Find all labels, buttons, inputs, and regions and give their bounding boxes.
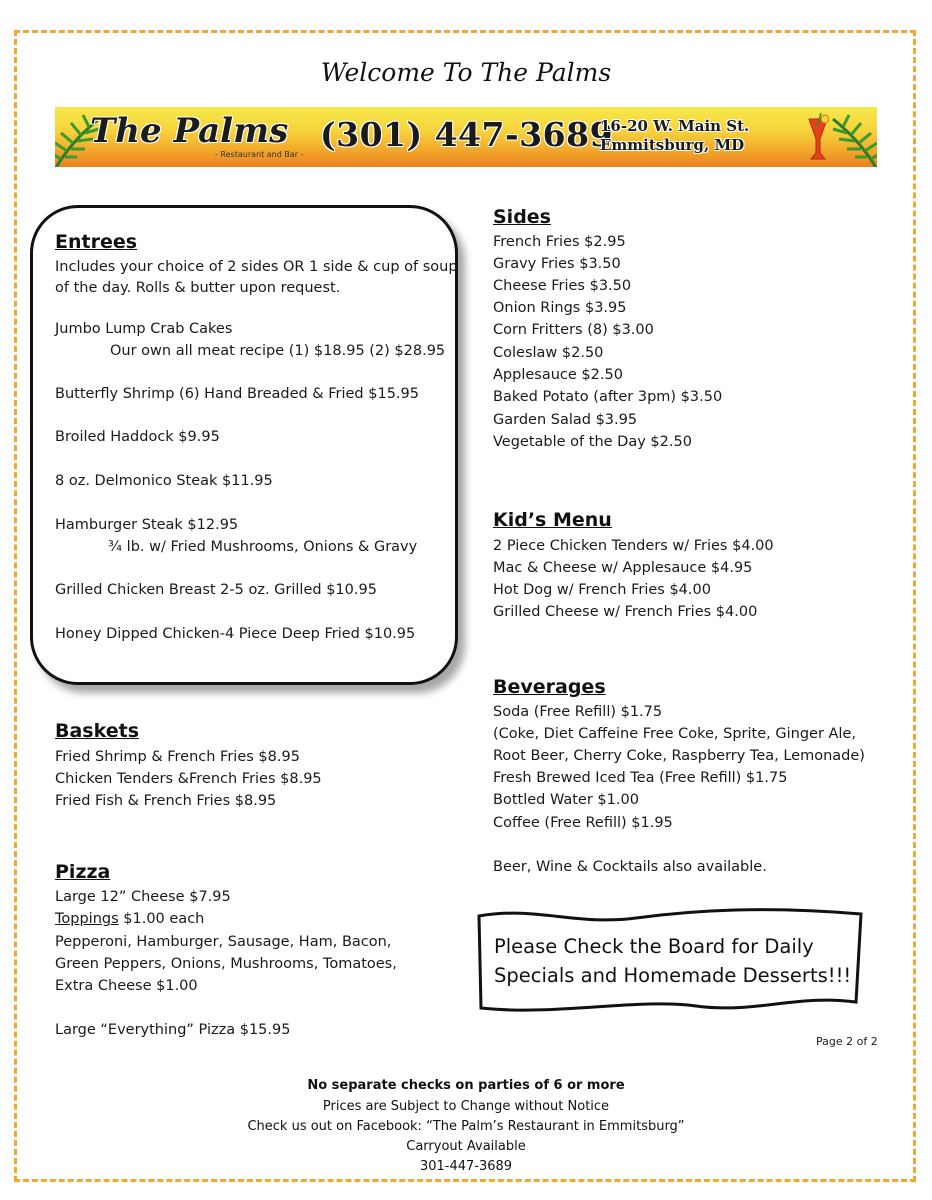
- pizza-toppings-line: [55, 911, 204, 927]
- banner-tagline: - Restaurant and Bar -: [215, 150, 304, 159]
- side-item: Garden Salad $3.95: [493, 412, 638, 428]
- footer-phone: 301-447-3689: [419, 1159, 513, 1174]
- entrees-intro-line: of the day. Rolls & butter upon request.: [55, 280, 341, 296]
- beverage-item: Root Beer, Cherry Coke, Raspberry Tea, Lemonade): [493, 748, 865, 764]
- beverages-note: Beer, Wine & Cocktails also available.: [493, 859, 767, 875]
- side-item: Coleslaw $2.50: [493, 345, 604, 361]
- footer-line: Carryout Available: [406, 1139, 526, 1154]
- entree-item: Jumbo Lump Crab Cakes: [55, 321, 233, 337]
- specials-banner: [476, 906, 864, 1018]
- kids-menu-title: Kid’s Menu: [493, 509, 612, 531]
- pizza-item: Pepperoni, Hamburger, Sausage, Ham, Bacon,: [55, 934, 392, 950]
- banner-address-street: 16-20 W. Main St.: [600, 117, 750, 135]
- side-item: Gravy Fries $3.50: [493, 256, 621, 272]
- toppings-price: $1.00 each: [118, 911, 205, 927]
- beverage-item: Coffee (Free Refill) $1.95: [493, 815, 673, 831]
- beverages-title: Beverages: [493, 676, 606, 698]
- pizza-item: Large 12” Cheese $7.95: [55, 889, 231, 905]
- side-item: Applesauce $2.50: [493, 367, 623, 383]
- page-number: Page 2 of 2: [816, 1035, 878, 1048]
- footer-line: Prices are Subject to Change without Notice: [322, 1099, 610, 1114]
- restaurant-banner: [55, 107, 877, 167]
- banner-address: [600, 117, 749, 155]
- entree-item: Butterfly Shrimp (6) Hand Breaded & Fried $15.95: [55, 386, 419, 402]
- cocktail-icon: [807, 113, 829, 161]
- beverage-item: Bottled Water $1.00: [493, 792, 639, 808]
- basket-item: Fried Shrimp & French Fries $8.95: [55, 749, 300, 765]
- entrees-intro-line: Includes your choice of 2 sides OR 1 side & cup of soup: [55, 259, 458, 275]
- banner-address-city: Emmitsburg, MD: [600, 136, 745, 154]
- welcome-heading: Welcome To The Palms: [320, 58, 612, 87]
- side-item: Baked Potato (after 3pm) $3.50: [493, 389, 723, 405]
- entree-item: Hamburger Steak $12.95: [55, 517, 239, 533]
- banner-phone: (301) 447-3689: [320, 115, 614, 154]
- side-item: Corn Fritters (8) $3.00: [493, 322, 654, 338]
- entree-item-detail: ¾ lb. w/ Fried Mushrooms, Onions & Gravy: [108, 539, 418, 555]
- entrees-title: Entrees: [55, 231, 138, 253]
- basket-item: Chicken Tenders &French Fries $8.95: [55, 771, 322, 787]
- sides-title: Sides: [493, 206, 551, 228]
- side-item: Cheese Fries $3.50: [493, 278, 632, 294]
- entree-item: 8 oz. Delmonico Steak $11.95: [55, 473, 273, 489]
- toppings-label: Toppings: [55, 911, 119, 927]
- entrees-box: [30, 205, 458, 685]
- pizza-item: Extra Cheese $1.00: [55, 978, 198, 994]
- specials-line: Please Check the Board for Daily: [494, 935, 814, 958]
- side-item: French Fries $2.95: [493, 234, 626, 250]
- entree-item: Grilled Chicken Breast 2-5 oz. Grilled $10.95: [55, 582, 377, 598]
- entree-item: Broiled Haddock $9.95: [55, 429, 220, 445]
- banner-logo: The Palms: [90, 111, 289, 151]
- side-item: Onion Rings $3.95: [493, 300, 627, 316]
- entree-item: Honey Dipped Chicken-4 Piece Deep Fried $10.95: [55, 626, 416, 642]
- pizza-item: Large “Everything” Pizza $15.95: [55, 1022, 291, 1038]
- kids-item: 2 Piece Chicken Tenders w/ Fries $4.00: [493, 538, 774, 554]
- beverage-item: (Coke, Diet Caffeine Free Coke, Sprite, Ginger Ale,: [493, 726, 856, 742]
- entree-item-detail: Our own all meat recipe (1) $18.95 (2) $28.95: [110, 343, 446, 359]
- beverage-item: Fresh Brewed Iced Tea (Free Refill) $1.75: [493, 770, 788, 786]
- beverage-item: Soda (Free Refill) $1.75: [493, 704, 663, 720]
- kids-item: Grilled Cheese w/ French Fries $4.00: [493, 604, 758, 620]
- baskets-title: Baskets: [55, 720, 140, 742]
- basket-item: Fried Fish & French Fries $8.95: [55, 793, 277, 809]
- footer-line: Check us out on Facebook: “The Palm’s Restaurant in Emmitsburg”: [247, 1119, 685, 1134]
- footer-line: No separate checks on parties of 6 or more: [307, 1078, 625, 1093]
- kids-item: Hot Dog w/ French Fries $4.00: [493, 582, 711, 598]
- kids-item: Mac & Cheese w/ Applesauce $4.95: [493, 560, 753, 576]
- palm-leaf-icon: [827, 113, 877, 167]
- side-item: Vegetable of the Day $2.50: [493, 434, 692, 450]
- pizza-item: Green Peppers, Onions, Mushrooms, Tomatoes,: [55, 956, 397, 972]
- pizza-title: Pizza: [55, 861, 111, 883]
- specials-text: [494, 932, 851, 990]
- specials-line: Specials and Homemade Desserts!!!: [494, 964, 852, 987]
